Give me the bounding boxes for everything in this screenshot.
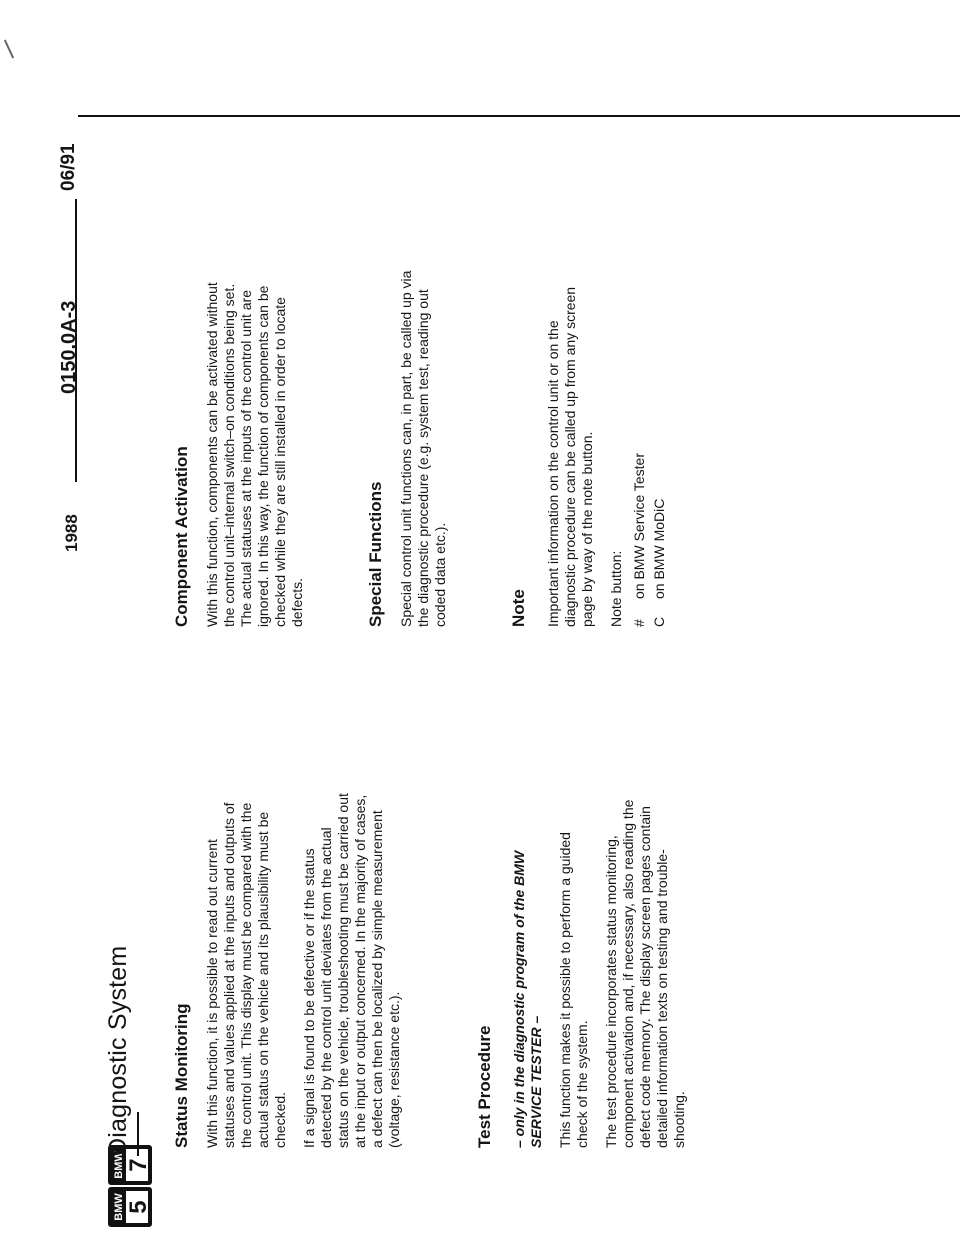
status-monitoring-heading: Status Monitoring — [172, 1003, 191, 1148]
test-procedure-heading: Test Procedure — [475, 1025, 494, 1148]
page-date: 06/91 — [58, 143, 79, 191]
test-procedure-p2: The test procedure incorporates status monitoring, component activation and, if necessary, also reading the defect code memory. The display screen pages contain detailed information texts on testing and trouble-shooting. — [603, 799, 687, 1148]
note-button-symbol: # — [631, 619, 647, 627]
status-monitoring-p2: If a signal is found to be defective or if the status detected by the control unit deviates from the actual status on the vehicle, troubleshooting must be carried out at the input or output concerned. In the majority of cases, a defect can then be localized by simple measurement (voltage, resistance etc.). — [301, 793, 402, 1148]
logo-number: 7 — [125, 1158, 152, 1172]
scan-mark — [4, 40, 14, 59]
logo-box-5 — [108, 1187, 152, 1227]
test-procedure-p1: This function makes it possible to perform a guided check of the system. — [557, 832, 590, 1148]
special-functions-p1: Special control unit functions can, in part, be called up via the diagnostic procedure (e.g. system test, reading out coded data etc.). — [398, 270, 448, 627]
header-vertical-rule — [78, 115, 960, 117]
note-heading: Note — [509, 589, 528, 627]
left-column — [172, 793, 700, 1148]
component-activation-p1: With this function, components can be activated without the control unit–internal switch–on conditions being set. The actual statuses at the inputs of the control unit are ignored. In this way, the function of components can be checked while they are still installed in order to locate defects. — [204, 282, 305, 627]
special-functions-heading: Special Functions — [366, 481, 385, 627]
note-button-text: on BMW MoDiC — [651, 498, 667, 599]
note-p1: Important information on the control unit or on the diagnostic procedure can be called up from any screen page by way of the note button. — [545, 286, 595, 627]
component-activation-heading: Component Activation — [172, 446, 191, 627]
note-button-symbol: C — [651, 616, 667, 627]
note-button-text: on BMW Service Tester — [631, 452, 647, 599]
right-column — [172, 265, 669, 627]
logo-tag: BMW — [112, 1149, 126, 1181]
title-underline — [137, 1112, 139, 1156]
system-title: Diagnostic System — [104, 945, 132, 1156]
bmw-logo — [108, 1145, 152, 1227]
note-p2: Note button: — [608, 550, 624, 627]
status-monitoring-p1: With this function, it is possible to read out current statuses and values applied at the inputs and outputs of the control unit. This display must be compared with the actual status on the vehicle and its plausibility must be checked. — [204, 802, 288, 1148]
logo-tag: BMW — [112, 1191, 126, 1223]
test-procedure-lead: – only in the diagnostic program of the BMW SERVICE TESTER – — [511, 850, 544, 1148]
note-button-row — [629, 265, 649, 627]
header-line-mid — [75, 402, 77, 482]
note-button-row — [649, 265, 669, 627]
logo-number: 5 — [125, 1200, 152, 1214]
page-year: 1988 — [62, 514, 81, 552]
page-code: 0150.0A-3 — [58, 300, 80, 394]
